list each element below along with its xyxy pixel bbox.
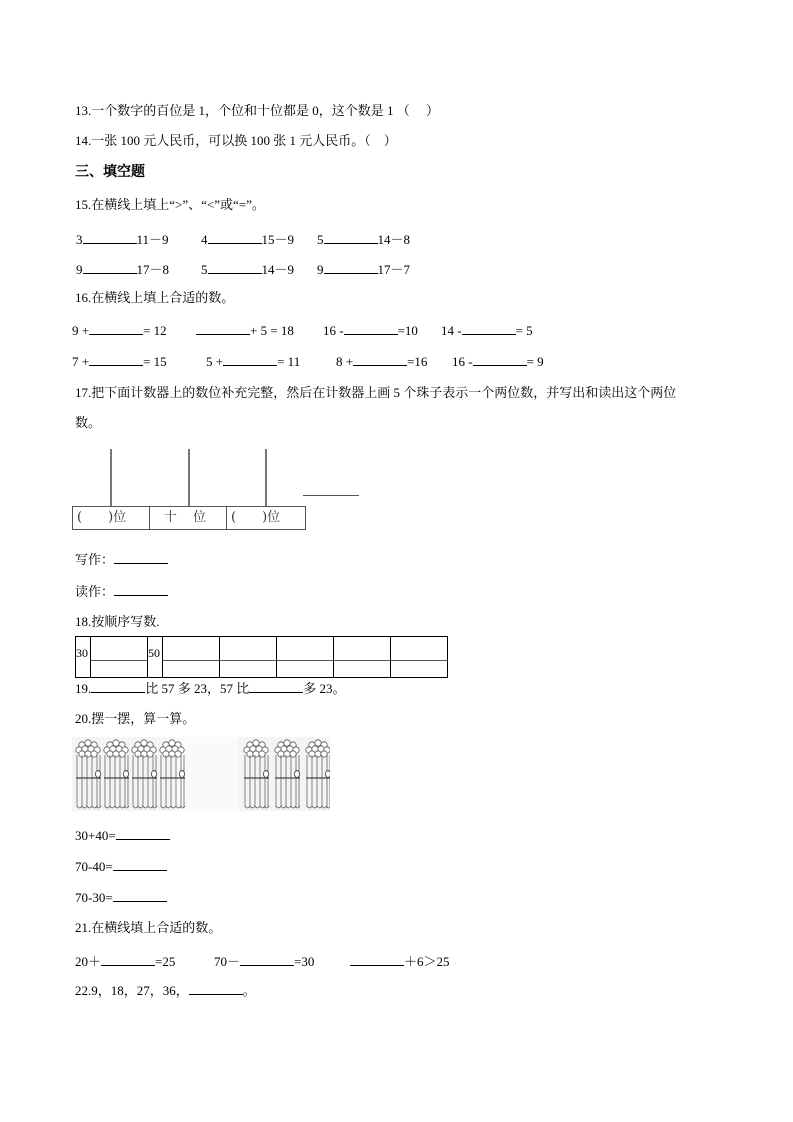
question-21-prompt: 21.在横线填上合适的数。 xyxy=(75,920,222,935)
compare-item: 5 14－9 xyxy=(201,262,295,277)
stick-bundle xyxy=(76,740,101,808)
equation-item: 16 - =10 xyxy=(323,323,418,338)
sequence-given: 30 xyxy=(76,637,91,678)
question-13: 13.一个数字的百位是 1，个位和十位都是 0，这个数是 1 （ ） xyxy=(75,103,440,118)
write-row xyxy=(75,551,168,568)
question-16-prompt: 16.在横线上填上合适的数。 xyxy=(75,290,235,305)
abacus-base xyxy=(72,506,306,530)
answer-blank[interactable] xyxy=(462,322,516,335)
read-blank[interactable] xyxy=(114,583,168,596)
equation-item: 7 + = 15 xyxy=(72,354,167,369)
equation-row: 30+40= xyxy=(75,827,170,844)
question-17-prompt: 17.把下面计数器上的数位补充完整，然后在计数器上画 5 个珠子表示一个两位数，并写出和读出这个两位 xyxy=(75,385,677,400)
answer-blank[interactable] xyxy=(324,261,378,274)
equation-item: 70－ =30 xyxy=(214,954,315,969)
answer-blank[interactable] xyxy=(353,353,407,366)
question-20-prompt: 20.摆一摆，算一算。 xyxy=(75,711,196,726)
answer-blank[interactable] xyxy=(83,231,137,244)
answer-blank[interactable] xyxy=(344,322,398,335)
answer-blank[interactable] xyxy=(189,982,243,995)
compare-item: 9 17－7 xyxy=(317,262,411,277)
question-14: 14.一张 100 元人民币，可以换 100 张 1 元人民币。（ ） xyxy=(75,133,397,148)
place-label-tens: 十 位 xyxy=(150,507,227,529)
read-label: 读作： xyxy=(75,584,115,599)
equation-row: 70-30= xyxy=(75,889,167,906)
write-label: 写作： xyxy=(75,552,115,567)
sequence-blank[interactable] xyxy=(277,637,334,678)
question-17-prompt-cont: 数。 xyxy=(75,415,102,430)
question-18-prompt: 18.按顺序写数. xyxy=(75,614,160,629)
answer-blank[interactable] xyxy=(223,353,277,366)
answer-blank[interactable] xyxy=(208,261,262,274)
answer-blank[interactable] xyxy=(101,953,155,966)
place-label-right[interactable]: ( )位 xyxy=(231,510,281,525)
answer-blank[interactable] xyxy=(324,231,378,244)
compare-item: 3 11－9 xyxy=(76,232,169,247)
equation-item: 16 - = 9 xyxy=(452,354,544,369)
stick-bundle xyxy=(275,740,300,808)
compare-item: 5 14－8 xyxy=(317,232,411,247)
equation-item: 9 + = 12 xyxy=(72,323,167,338)
answer-blank[interactable] xyxy=(208,231,262,244)
answer-blank[interactable] xyxy=(89,322,143,335)
equation-item: 14 - = 5 xyxy=(441,323,533,338)
equation-item: 8 + =16 xyxy=(336,354,428,369)
compare-item: 4 15－9 xyxy=(201,232,295,247)
answer-blank[interactable] xyxy=(89,353,143,366)
sequence-blank[interactable] xyxy=(163,637,220,678)
question-19: 19. 比 57 多 23，57 比 多 23。 xyxy=(75,681,346,696)
section-heading: 三、填空题 xyxy=(75,164,145,180)
sequence-blank[interactable] xyxy=(334,637,391,678)
equation-row: 70-40= xyxy=(75,858,167,875)
answer-blank[interactable] xyxy=(473,353,527,366)
equation-item: ＋6＞25 xyxy=(350,951,450,970)
answer-blank[interactable] xyxy=(303,495,359,496)
answer-blank[interactable] xyxy=(196,322,250,335)
stick-bundles-image xyxy=(72,737,330,811)
place-label-left[interactable]: ( )位 xyxy=(73,507,150,529)
question-22: 22.9，18，27，36， 。 xyxy=(75,983,256,998)
sequence-blank[interactable] xyxy=(91,637,148,678)
stick-bundle xyxy=(132,740,157,808)
stick-bundle xyxy=(244,740,269,808)
sequence-blank[interactable] xyxy=(220,637,277,678)
answer-blank[interactable] xyxy=(240,953,294,966)
answer-blank[interactable] xyxy=(91,680,145,693)
equation-item: + 5 = 18 xyxy=(196,322,294,339)
abacus-rod[interactable] xyxy=(188,449,190,506)
write-blank[interactable] xyxy=(114,551,168,564)
abacus-rod[interactable] xyxy=(265,449,267,506)
stick-bundle xyxy=(306,740,330,808)
stick-bundles-drawing xyxy=(72,737,330,811)
answer-blank[interactable] xyxy=(113,889,167,902)
sequence-table xyxy=(75,636,448,678)
read-row xyxy=(75,583,168,600)
stick-bundle xyxy=(160,740,185,808)
stick-bundle xyxy=(104,740,129,808)
abacus-rod[interactable] xyxy=(110,449,112,506)
question-15-prompt: 15.在横线上填上“>”、“<”或“=”。 xyxy=(75,197,265,212)
sequence-blank[interactable] xyxy=(391,637,448,678)
answer-blank[interactable] xyxy=(83,261,137,274)
answer-blank[interactable] xyxy=(116,827,170,840)
answer-blank[interactable] xyxy=(249,680,303,693)
compare-item: 9 17－8 xyxy=(76,262,170,277)
equation-item: 20＋ =25 xyxy=(75,954,176,969)
answer-blank[interactable] xyxy=(113,858,167,871)
answer-blank[interactable] xyxy=(350,953,404,966)
equation-item: 5 + = 11 xyxy=(206,354,301,369)
sequence-given: 50 xyxy=(148,637,163,678)
